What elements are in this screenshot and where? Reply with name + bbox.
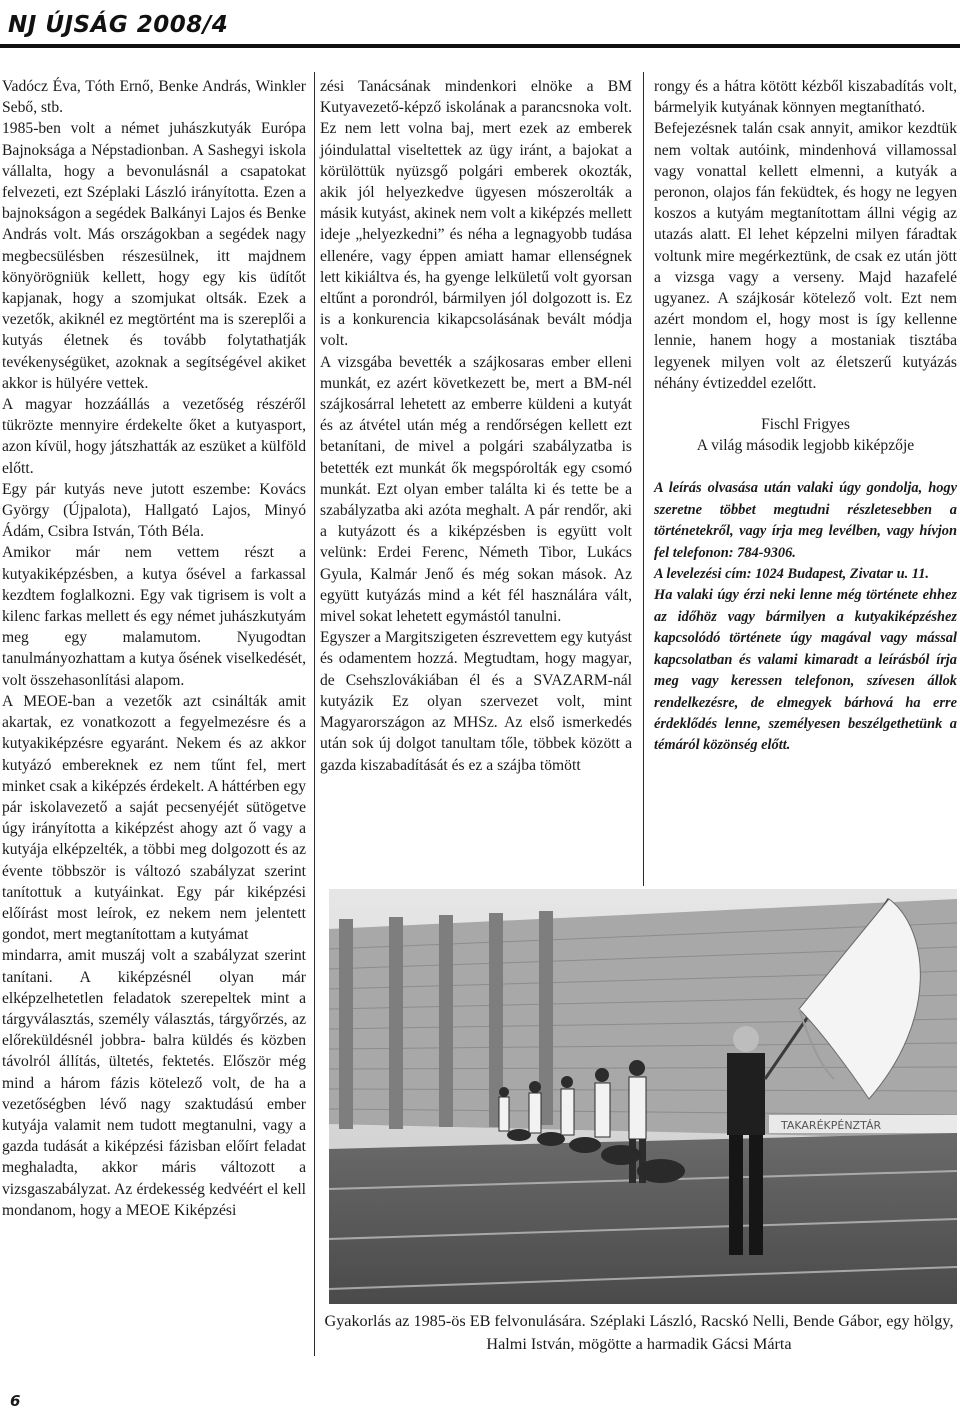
article-column-1 (2, 76, 306, 1221)
paragraph: Egy pár kutyás neve jutott eszembe: Kovács György (Újpalota), Hallgató Lajos, Minyó Ádám, Csibra István, Tóth Béla. (2, 480, 306, 541)
notice-address: A levelezési cím: 1024 Budapest, Zivatar u. 11. (654, 566, 930, 583)
column-divider-left (314, 72, 315, 1356)
paragraph: rongy és a hátra kötött kézből kiszabadítás volt, bármelyik kutyának könnyen megtanítható. (654, 78, 957, 117)
paragraph: zési Tanácsának mindenkori elnöke a BM Kutyavezető-képző iskolának a parancsnoka volt. Ez nem lett volna baj, mert ezek az emberek jóindulattal viseltettek az ügy iránt, a bajokat a körülöttük nyüzsgő polgári emberek okozták, akik jól helyezkedve ügyesen mószerolták a másik kutyást, akinek nem volt a kiképzés mellett ideje „helyezkedni” és néha a legnagyobb tudása ellenére, vagy éppen amiatt hamar ellenségnek lett kikiáltva és, ha gyenge lelkületű volt gyorsan eltűnt a porondról, bármilyen jól dolgozott is. Ez is a konkurencia kikapcsolásának bevált módja volt. (320, 78, 632, 350)
author-title: A világ második legjobb kiképzője (696, 437, 915, 455)
page-number: 6 (10, 1392, 21, 1410)
journal-title: NJ ÚJSÁG 2008/4 (8, 12, 229, 38)
parade-photo (329, 889, 957, 1304)
article-column-3 (654, 76, 957, 757)
paragraph: Vadócz Éva, Tóth Ernő, Benke András, Winkler Sebő, stb. (2, 78, 306, 117)
stadium-banner-text: TAKARÉKPÉNZTÁR (781, 1119, 882, 1132)
author-name: Fischl Frigyes (761, 416, 850, 434)
page-header (0, 0, 960, 48)
paragraph: A magyar hozzáállás a vezetőség részéről tükrözte mennyire érdekelte őket a kutyasport, azon kívül, hogy játszhatták az eszüket a külföld előtt. (2, 396, 306, 477)
reader-notice (654, 478, 957, 756)
author-signature (654, 414, 957, 456)
paragraph: A MEOE-ban a vezetők azt csinálták amit akartak, ez vonatkozott a fegyelmezésre és a kutyakiképzésre egyaránt. Nekem és az akkor kutyázó embereknek ez nem tűnt fel, mert minket csak a kiképzés érdekelt. A háttérben egy pár iskolavezető a saját pecsenyéjét sütögetve úgy irányította a kiképzést ahogy azt ő vagy a kutyája elképzelték, a többi meg dolgozott és az évente többször is változó szabályzat szerint tanítottuk a kutyáinkat. Egy pár kiképzési előírást most leírok, ez nekem nem jelentett gondot, mert megtanítottam a kutyámat (2, 692, 306, 944)
paragraph: Befejezésnek talán csak annyit, amikor kezdtük nem voltak autóink, mindenhová villamossal vagy vonattal kellett elmenni, a kutyák a peronon, olajos fán feküdtek, és hogy ne legyen koszos a kutyám megtanítottam állni végig az utazás alatt. El lehet képzelni milyen fáradtak voltunk mire megérkeztünk, de csak ez után jött a vizsga vagy a verseny. Majd hazafelé ugyanez. A szájkosár kötelező volt. Ezt nem azért mondom el, hogy most is így kellenne lennie, hanem hogy a mostaniak tisztába legyenek milyen volt az életszerű kutyázás néhány évtizeddel ezelőtt. (654, 120, 957, 392)
column-divider-right (643, 72, 644, 886)
paragraph: 1985-ben volt a német juhászkutyák Európa Bajnoksága a Népstadionban. A Sashegyi iskola vállalta, hogy a bevonulásnál a csapatokat felvezeti, ezt Széplaki László irányította. Ezen a bajnokságon a segédek Balkányi Lajos és Benke András volt. Más országokban a segédek nagy megbecsülésben részesülnek, itt majdnem könyörögniük kellett, hogy egy kis üdítőt kapjanak, hogy a szomjukat oltsák. Ezek a vezetők, akiknél ez megtörtént ma is szereplői a kutyás életnek és tovább folytathatják tevékenységüket, azoknak a segítségével akiket akkor is hülyére vettek. (2, 120, 306, 392)
photo-caption: Gyakorlás az 1985-ös EB felvonulására. Széplaki László, Racskó Nelli, Bende Gábor, egy hölgy, Halmi István, mögötte a harmadik Gácsi Márta (324, 1312, 954, 1353)
notice-paragraph: Ha valaki úgy érzi neki lenne még története ehhez az időhöz vagy bármilyen a kutyakiképzéshez kapcsolódó története úgy magával vagy mással kapcsolatban és valami kimaradt a leírásból írja meg vagy keressen telefonon, szívesen állok rendelkezésre, de elmegyek bárhová ha erre érdeklődés lenne, személyesen beszélgethetünk a témáról közönség előtt. (654, 587, 957, 754)
paragraph: Egyszer a Margitszigeten észrevettem egy kutyást és odamentem hozzá. Megtudtam, hogy magyar, de Csehszlovákiában él és a SVAZARM-nál kutyázik Ez olyan szervezet volt, mint Magyarországon az MHSz. Az első ismerkedés után sok új dolgot tanultam tőle, többek között a gazda kiszabadítását és ez a szájba tömött (320, 629, 632, 774)
notice-paragraph: A leírás olvasása után valaki úgy gondolja, hogy szeretne többet megtudni részletesebben a történetekről, vagy írja meg levélben, vagy hívjon fel telefonon: 784-9306. (654, 480, 957, 561)
article-column-2 (320, 76, 632, 776)
paragraph: Amikor már nem vettem részt a kutyakiképzésben, a kutya ősével a farkassal kezdtem foglalkozni. Egy vak tigrisem is volt a kilenc farkas mellett és egy német juhászkutyám meg egy malamutom. Nyugodtan tanulmányozhattam a kutya ősének viselkedését, volt összehasonlítási alapom. (2, 544, 306, 689)
header-rule (0, 44, 960, 48)
paragraph: mindarra, amit muszáj volt a szabályzat szerint tanítani. A kiképzésnél olyan már elképzelhetetlen feladatok szerepeltek mint a tárgyválasztás, személy választás, tárgyőrzés, az előreküldésnél jobbra- balra küldés és közben távolról állítás, ültetés, fektetés. Először még mind a három fázis kötelező volt, de ha a vezetőségben lévő nagy szaktudású ember kutyája valamit nem tudott megtanulni, vagy a gazda tudását a kiképzési fázisban előírt feladat meghaladta, akkor máris változott a vizsgaszabályzat. Az érdekesség kedvéért el kell mondanom, hogy a MEOE Kiképzési (2, 947, 306, 1219)
paragraph: A vizsgába bevették a szájkosaras ember elleni munkát, ez azért következett be, mert a BM-nél szájkosárral lehetett az emberre küldeni a kutyát és az átvétel után még a rendőrségen kellett ezt betanítani, de mivel a polgári szabályzatba is betették ezt munkát ők megspórolták egy csomó munkát. Ezt olyan ember találta ki és tette be a szabályzatba aki azóta meghalt. A pár rendőr, aki a kutyázott és a kiképzésben is együtt volt velünk: Erdei Ferenc, Németh Tibor, Lukács Gyula, Kalmár Jenő és még sokan mások. Az együtt kutyázás mind a két fél használára vált, mivel sokat lehetett egymástól tanulni. (320, 353, 632, 626)
